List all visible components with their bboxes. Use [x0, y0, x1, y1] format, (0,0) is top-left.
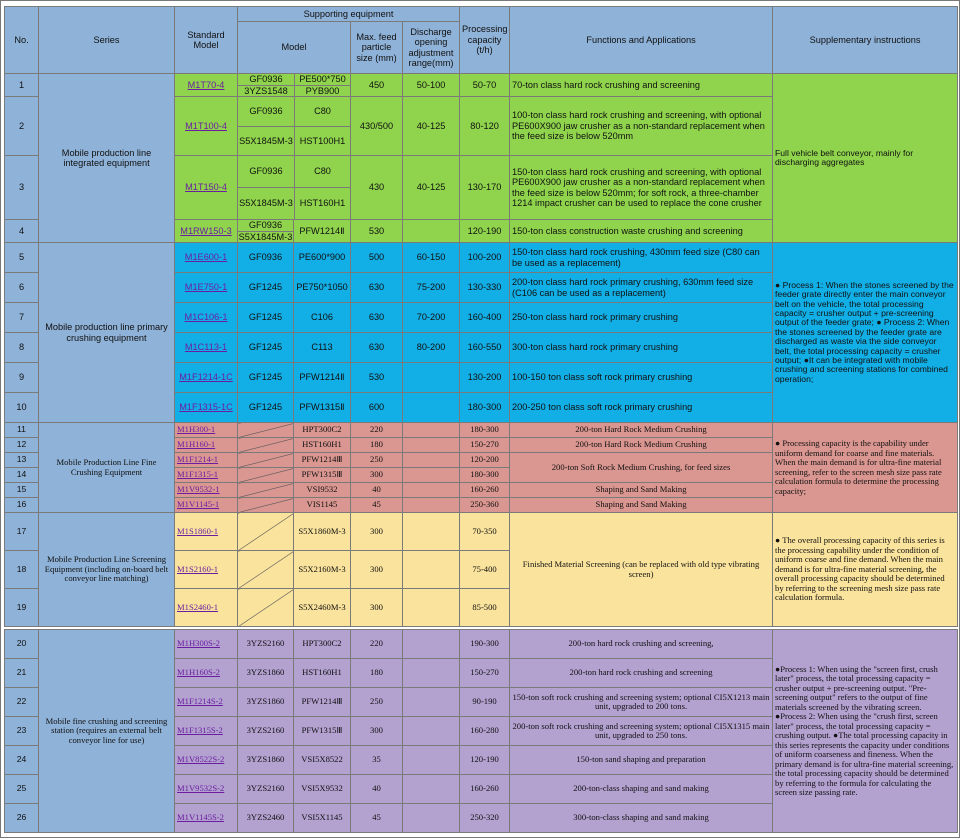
feed-cell: 180: [351, 438, 403, 453]
row-no: 9: [5, 363, 39, 393]
model-link[interactable]: M1F1315S-2: [177, 725, 223, 736]
function-cell: Finished Material Screening (can be replaced with old type vibrating screen): [510, 513, 773, 627]
discharge-cell: [403, 717, 460, 746]
model-link[interactable]: M1C113-1: [184, 342, 228, 353]
model-link[interactable]: M1RW150-3: [180, 225, 232, 236]
empty-model-cell: [238, 468, 294, 483]
discharge-cell: [403, 688, 460, 717]
model-cell: PE600*900: [294, 243, 351, 273]
capacity-cell: 120-200: [460, 453, 510, 468]
empty-model-cell: [238, 589, 294, 627]
empty-model-cell: [238, 423, 294, 438]
row-no: 14: [5, 468, 39, 483]
model-cell: HST160H1: [294, 438, 351, 453]
model-cell: PFW1214Ⅲ: [294, 453, 351, 468]
capacity-cell: 75-400: [460, 551, 510, 589]
discharge-cell: [403, 746, 460, 775]
capacity-cell: 160-550: [460, 333, 510, 363]
header-standard-model: Standard Model: [175, 7, 238, 74]
model-link[interactable]: M1S1860-1: [177, 525, 219, 536]
discharge-cell: 75-200: [403, 273, 460, 303]
model-cell: 3YZS2160: [238, 717, 294, 746]
row-no: 5: [5, 243, 39, 273]
discharge-cell: [403, 630, 460, 659]
row-no: 16: [5, 498, 39, 513]
model-cell: C80: [294, 97, 350, 126]
capacity-cell: 160-260: [460, 775, 510, 804]
model-link[interactable]: M1V9532-1: [177, 484, 220, 495]
model-link[interactable]: M1S2460-1: [177, 601, 219, 612]
row-no: 13: [5, 453, 39, 468]
model-cell: S5X2460M-3: [294, 589, 351, 627]
discharge-cell: [403, 551, 460, 589]
capacity-cell: 130-200: [460, 363, 510, 393]
function-cell: 300-ton-class shaping and sand making: [510, 804, 773, 833]
feed-cell: 35: [351, 746, 403, 775]
feed-cell: 630: [351, 303, 403, 333]
feed-cell: 300: [351, 551, 403, 589]
model-link[interactable]: M1T100-4: [185, 120, 227, 131]
feed-cell: 300: [351, 717, 403, 746]
discharge-cell: 50-100: [403, 74, 460, 97]
feed-cell: 180: [351, 659, 403, 688]
model-cell: GF1245: [238, 303, 294, 333]
capacity-cell: 150-270: [460, 438, 510, 453]
capacity-cell: 85-500: [460, 589, 510, 627]
model-cell: HPT300C2: [294, 423, 351, 438]
model-cell: C106: [294, 303, 351, 333]
model-cell: 3YZS1860: [238, 688, 294, 717]
row-no: 22: [5, 688, 39, 717]
capacity-cell: 180-300: [460, 393, 510, 423]
header-functions: Functions and Applications: [510, 7, 773, 74]
function-cell: 150-ton soft rock crushing and screening system; optional CI5X1213 main unit, upgraded to 200 tons.: [510, 688, 773, 717]
model-cell: HPT300C2: [294, 630, 351, 659]
empty-model-cell: [238, 438, 294, 453]
function-cell: 250-ton class hard rock primary crushing: [510, 303, 773, 333]
function-cell: 100-150 ton class soft rock primary crushing: [510, 363, 773, 393]
model-cell: GF0936: [238, 220, 293, 232]
series-label: Mobile fine crushing and screening station (requires an external belt conveyor line for use): [39, 630, 175, 833]
row-no: 12: [5, 438, 39, 453]
model-cell: VSI5X9532: [294, 775, 351, 804]
row-no: 25: [5, 775, 39, 804]
model-cell: GF1245: [238, 333, 294, 363]
capacity-cell: 90-190: [460, 688, 510, 717]
model-cell: HST100H1: [294, 127, 350, 155]
model-cell: GF0936: [238, 74, 295, 85]
model-link[interactable]: M1V9532S-2: [177, 783, 225, 794]
discharge-cell: [403, 220, 460, 243]
feed-cell: 300: [351, 513, 403, 551]
discharge-cell: 40-125: [403, 156, 460, 220]
model-cell: PFW1315Ⅲ: [294, 468, 351, 483]
discharge-cell: [403, 513, 460, 551]
function-cell: 200-ton-class shaping and sand making: [510, 775, 773, 804]
feed-cell: 450: [351, 74, 403, 97]
function-cell: 200-ton hard rock crushing and screening,: [510, 630, 773, 659]
model-cell: GF1245: [238, 273, 294, 303]
feed-cell: 40: [351, 775, 403, 804]
row-no: 26: [5, 804, 39, 833]
capacity-cell: 130-170: [460, 156, 510, 220]
series-label: Mobile production line integrated equipment: [39, 74, 175, 243]
feed-cell: 250: [351, 688, 403, 717]
row-no: 10: [5, 393, 39, 423]
empty-model-cell: [238, 453, 294, 468]
function-cell: 200-ton hard rock crushing and screening: [510, 659, 773, 688]
discharge-cell: [403, 468, 460, 483]
model-cell: PE500*750: [299, 74, 346, 84]
header-capacity: Processing capacity (t/h): [460, 7, 510, 74]
feed-cell: 220: [351, 630, 403, 659]
model-cell: S5X1845M-3: [239, 135, 293, 146]
model-link[interactable]: M1F1214-1: [177, 454, 219, 465]
equipment-table: [4, 6, 958, 833]
row-no: 17: [5, 513, 39, 551]
series-label: Mobile production line primary crushing equipment: [39, 243, 175, 423]
discharge-cell: 60-150: [403, 243, 460, 273]
discharge-cell: [403, 775, 460, 804]
model-cell: C113: [294, 333, 351, 363]
row-no: 24: [5, 746, 39, 775]
discharge-cell: [403, 438, 460, 453]
row-no: 7: [5, 303, 39, 333]
row-no: 23: [5, 717, 39, 746]
empty-model-cell: [238, 513, 294, 551]
discharge-cell: [403, 804, 460, 833]
row-no: 2: [5, 97, 39, 156]
capacity-cell: 130-330: [460, 273, 510, 303]
header-no: No.: [5, 7, 39, 74]
feed-cell: 45: [351, 804, 403, 833]
model-cell: 3YZS2160: [238, 775, 294, 804]
model-cell: PFW1214Ⅱ: [294, 363, 351, 393]
model-cell: HST160H1: [294, 188, 350, 219]
model-cell: GF0936: [249, 166, 283, 177]
row-no: 19: [5, 589, 39, 627]
discharge-cell: [403, 659, 460, 688]
model-cell: PFW1214Ⅱ: [294, 220, 351, 243]
feed-cell: 630: [351, 333, 403, 363]
series-label: Mobile Production Line Screening Equipment (including on-board belt conveyor line matching): [39, 513, 175, 627]
discharge-cell: [403, 363, 460, 393]
model-cell: VSI9532: [294, 483, 351, 498]
feed-cell: 600: [351, 393, 403, 423]
model-cell: 3YZS2460: [238, 804, 294, 833]
header-supplementary: Supplementary instructions: [773, 7, 958, 74]
capacity-cell: 100-200: [460, 243, 510, 273]
header-series: Series: [39, 7, 175, 74]
series-label: Mobile Production Line Fine Crushing Equipment: [39, 423, 175, 513]
model-link[interactable]: M1T150-4: [185, 182, 227, 193]
discharge-cell: 80-200: [403, 333, 460, 363]
row-no: 11: [5, 423, 39, 438]
function-cell: 100-ton class hard rock crushing and screening, with optional PE600X900 jaw crusher as a non-standard replacement when the feed size is below 520mm: [510, 97, 773, 156]
feed-cell: 45: [351, 498, 403, 513]
discharge-cell: [403, 589, 460, 627]
feed-cell: 220: [351, 423, 403, 438]
model-cell: S5X1860M-3: [294, 513, 351, 551]
function-cell: 200-250 ton class soft rock primary crushing: [510, 393, 773, 423]
model-link[interactable]: M1V1145-1: [177, 499, 220, 510]
discharge-cell: [403, 423, 460, 438]
model-link[interactable]: M1F1214-1C: [179, 372, 233, 383]
feed-cell: 430: [351, 156, 403, 220]
model-link[interactable]: M1H160S-2: [177, 667, 220, 678]
supplementary-cell: ● Processing capacity is the capability under uniform demand for coarse and fine materials. When the main demand is for ultra-fine material screening, refer to the screen mesh size pass rate calculation formula to determine the processing capacity;: [773, 423, 958, 513]
empty-model-cell: [238, 498, 294, 513]
model-cell: HST160H1: [294, 659, 351, 688]
model-link[interactable]: M1V8522S-2: [177, 754, 225, 765]
model-link[interactable]: M1E600-1: [184, 252, 228, 263]
model-link[interactable]: M1T70-4: [187, 79, 225, 90]
discharge-cell: [403, 453, 460, 468]
function-cell: 200-ton Soft Rock Medium Crushing, for feed sizes: [510, 453, 773, 483]
feed-cell: 630: [351, 273, 403, 303]
empty-model-cell: [238, 551, 294, 589]
capacity-cell: 250-320: [460, 804, 510, 833]
function-cell: 150-ton sand shaping and preparation: [510, 746, 773, 775]
function-cell: 150-ton class construction waste crushing and screening: [510, 220, 773, 243]
capacity-cell: 180-300: [460, 423, 510, 438]
feed-cell: 430/500: [351, 97, 403, 156]
discharge-cell: [403, 498, 460, 513]
model-link[interactable]: M1S2160-1: [177, 563, 219, 574]
header-max-feed: Max. feed particle size (mm): [351, 22, 403, 74]
model-cell: GF1245: [238, 393, 294, 423]
feed-cell: 300: [351, 468, 403, 483]
supplementary-cell: ● Process 1: When the stones screened by the feeder grate directly enter the main conveyor belt on the vehicle, the total processing capacity = crusher output + pre-screening output of the feeder grate; ● Process 2: When the stones screened by the feeder grate are discharged as waste via the side conveyor belt, the total processing capacity = crusher output; ●It can be integrated with mobile crushing and screening stations for combined operation;: [773, 243, 958, 423]
capacity-cell: 120-190: [460, 746, 510, 775]
model-link[interactable]: M1F1315-1C: [179, 402, 233, 413]
row-no: 6: [5, 273, 39, 303]
row-no: 8: [5, 333, 39, 363]
model-link[interactable]: M1H300S-2: [177, 638, 220, 649]
row-no: 3: [5, 156, 39, 220]
feed-cell: 40: [351, 483, 403, 498]
model-link[interactable]: M1H300-1: [177, 424, 216, 435]
model-cell: PFW1315Ⅱ: [294, 393, 351, 423]
capacity-cell: 80-120: [460, 97, 510, 156]
model-cell: S5X1845M-3: [238, 231, 293, 242]
model-cell: GF0936: [249, 106, 283, 117]
model-cell: 3YZS2160: [238, 630, 294, 659]
function-cell: Shaping and Sand Making: [510, 483, 773, 498]
row-no: 4: [5, 220, 39, 243]
discharge-cell: 70-200: [403, 303, 460, 333]
model-link[interactable]: M1E750-1: [184, 282, 228, 293]
row-no: 1: [5, 74, 39, 97]
function-cell: 200-ton Hard Rock Medium Crushing: [510, 438, 773, 453]
capacity-cell: 120-190: [460, 220, 510, 243]
model-cell: 3YZS1860: [238, 746, 294, 775]
discharge-cell: [403, 393, 460, 423]
feed-cell: 500: [351, 243, 403, 273]
function-cell: 70-ton class hard rock crushing and screening: [510, 74, 773, 97]
discharge-cell: [403, 483, 460, 498]
model-cell: PFW1214Ⅲ: [294, 688, 351, 717]
function-cell: 150-ton class hard rock crushing, 430mm feed size (C80 can be used as a replacement): [510, 243, 773, 273]
model-cell: PFW1315Ⅲ: [294, 717, 351, 746]
header-discharge: Discharge opening adjustment range(mm): [403, 22, 460, 74]
capacity-cell: 150-270: [460, 659, 510, 688]
supplementary-cell: ●Process 1: When using the "screen first, crush later" process, the total processing capacity = crusher output + pre-screening output. "Pre-screening output" refers to the output of fine materials screened by the vibrating screen. ●Process 2: When using the "crush first, screen later" process, the total processing capacity = crushing output. ●The total processing capacity in this series represents the capacity under conditions of uniform coarseness and fineness. When the primary demand is for ultra-fine material screening, the total processing capacity should be determined by referring to the formula for calculating the screen size passing rate.: [773, 630, 958, 833]
header-supporting-equipment: Supporting equipment: [238, 7, 460, 22]
supplementary-cell: ● The overall processing capacity of this series is the processing capability under the condition of uniform coarse and fine demand. When the main demand is for ultra-fine material screening, the overall processing capacity should be determined by referring to the screening mesh size pass rate calculation formula.: [773, 513, 958, 627]
capacity-cell: 160-260: [460, 483, 510, 498]
model-cell: GF1245: [238, 363, 294, 393]
model-cell: 3YZS1548: [238, 86, 295, 97]
feed-cell: 530: [351, 363, 403, 393]
model-cell: C80: [294, 156, 350, 187]
discharge-cell: 40-125: [403, 97, 460, 156]
capacity-cell: 180-300: [460, 468, 510, 483]
function-cell: 300-ton class hard rock primary crushing: [510, 333, 773, 363]
capacity-cell: 250-360: [460, 498, 510, 513]
model-link[interactable]: M1C106-1: [184, 312, 228, 323]
capacity-cell: 50-70: [460, 74, 510, 97]
row-no: 20: [5, 630, 39, 659]
model-cell: VSI5X8522: [294, 746, 351, 775]
empty-model-cell: [238, 483, 294, 498]
header-model: Model: [238, 22, 351, 74]
model-cell: S5X2160M-3: [294, 551, 351, 589]
model-link[interactable]: M1F1214S-2: [177, 696, 223, 707]
capacity-cell: 190-300: [460, 630, 510, 659]
feed-cell: 530: [351, 220, 403, 243]
row-no: 15: [5, 483, 39, 498]
function-cell: 150-ton class hard rock crushing and screening, with optional PE600X900 jaw crusher as a non-standard replacement when the feed size is below 520mm; for soft rock, a three-chamber 1214 impact crusher can be used to replace the cone crusher: [510, 156, 773, 220]
supplementary-cell: Full vehicle belt conveyor, mainly for discharging aggregates: [773, 74, 958, 243]
model-cell: VIS1145: [294, 498, 351, 513]
feed-cell: 250: [351, 453, 403, 468]
model-cell: 3YZS1860: [238, 659, 294, 688]
function-cell: Shaping and Sand Making: [510, 498, 773, 513]
model-link[interactable]: M1H160-1: [177, 439, 216, 450]
function-cell: 200-ton class hard rock primary crushing, 630mm feed size (C106 can be used as a replacement): [510, 273, 773, 303]
feed-cell: 300: [351, 589, 403, 627]
row-no: 21: [5, 659, 39, 688]
model-cell: S5X1845M-3: [239, 198, 293, 209]
model-link[interactable]: M1V1145S-2: [177, 812, 224, 823]
model-cell: PE750*1050: [294, 273, 351, 303]
row-no: 18: [5, 551, 39, 589]
capacity-cell: 160-400: [460, 303, 510, 333]
capacity-cell: 70-350: [460, 513, 510, 551]
model-cell: VSI5X1145: [294, 804, 351, 833]
model-cell: PYB900: [305, 85, 340, 96]
model-cell: GF0936: [238, 243, 294, 273]
function-cell: 200-ton Hard Rock Medium Crushing: [510, 423, 773, 438]
model-link[interactable]: M1F1315-1: [177, 469, 219, 480]
capacity-cell: 160-280: [460, 717, 510, 746]
function-cell: 200-ton soft rock crushing and screening system; optional CI5X1315 main unit, upgraded to 250 tons.: [510, 717, 773, 746]
